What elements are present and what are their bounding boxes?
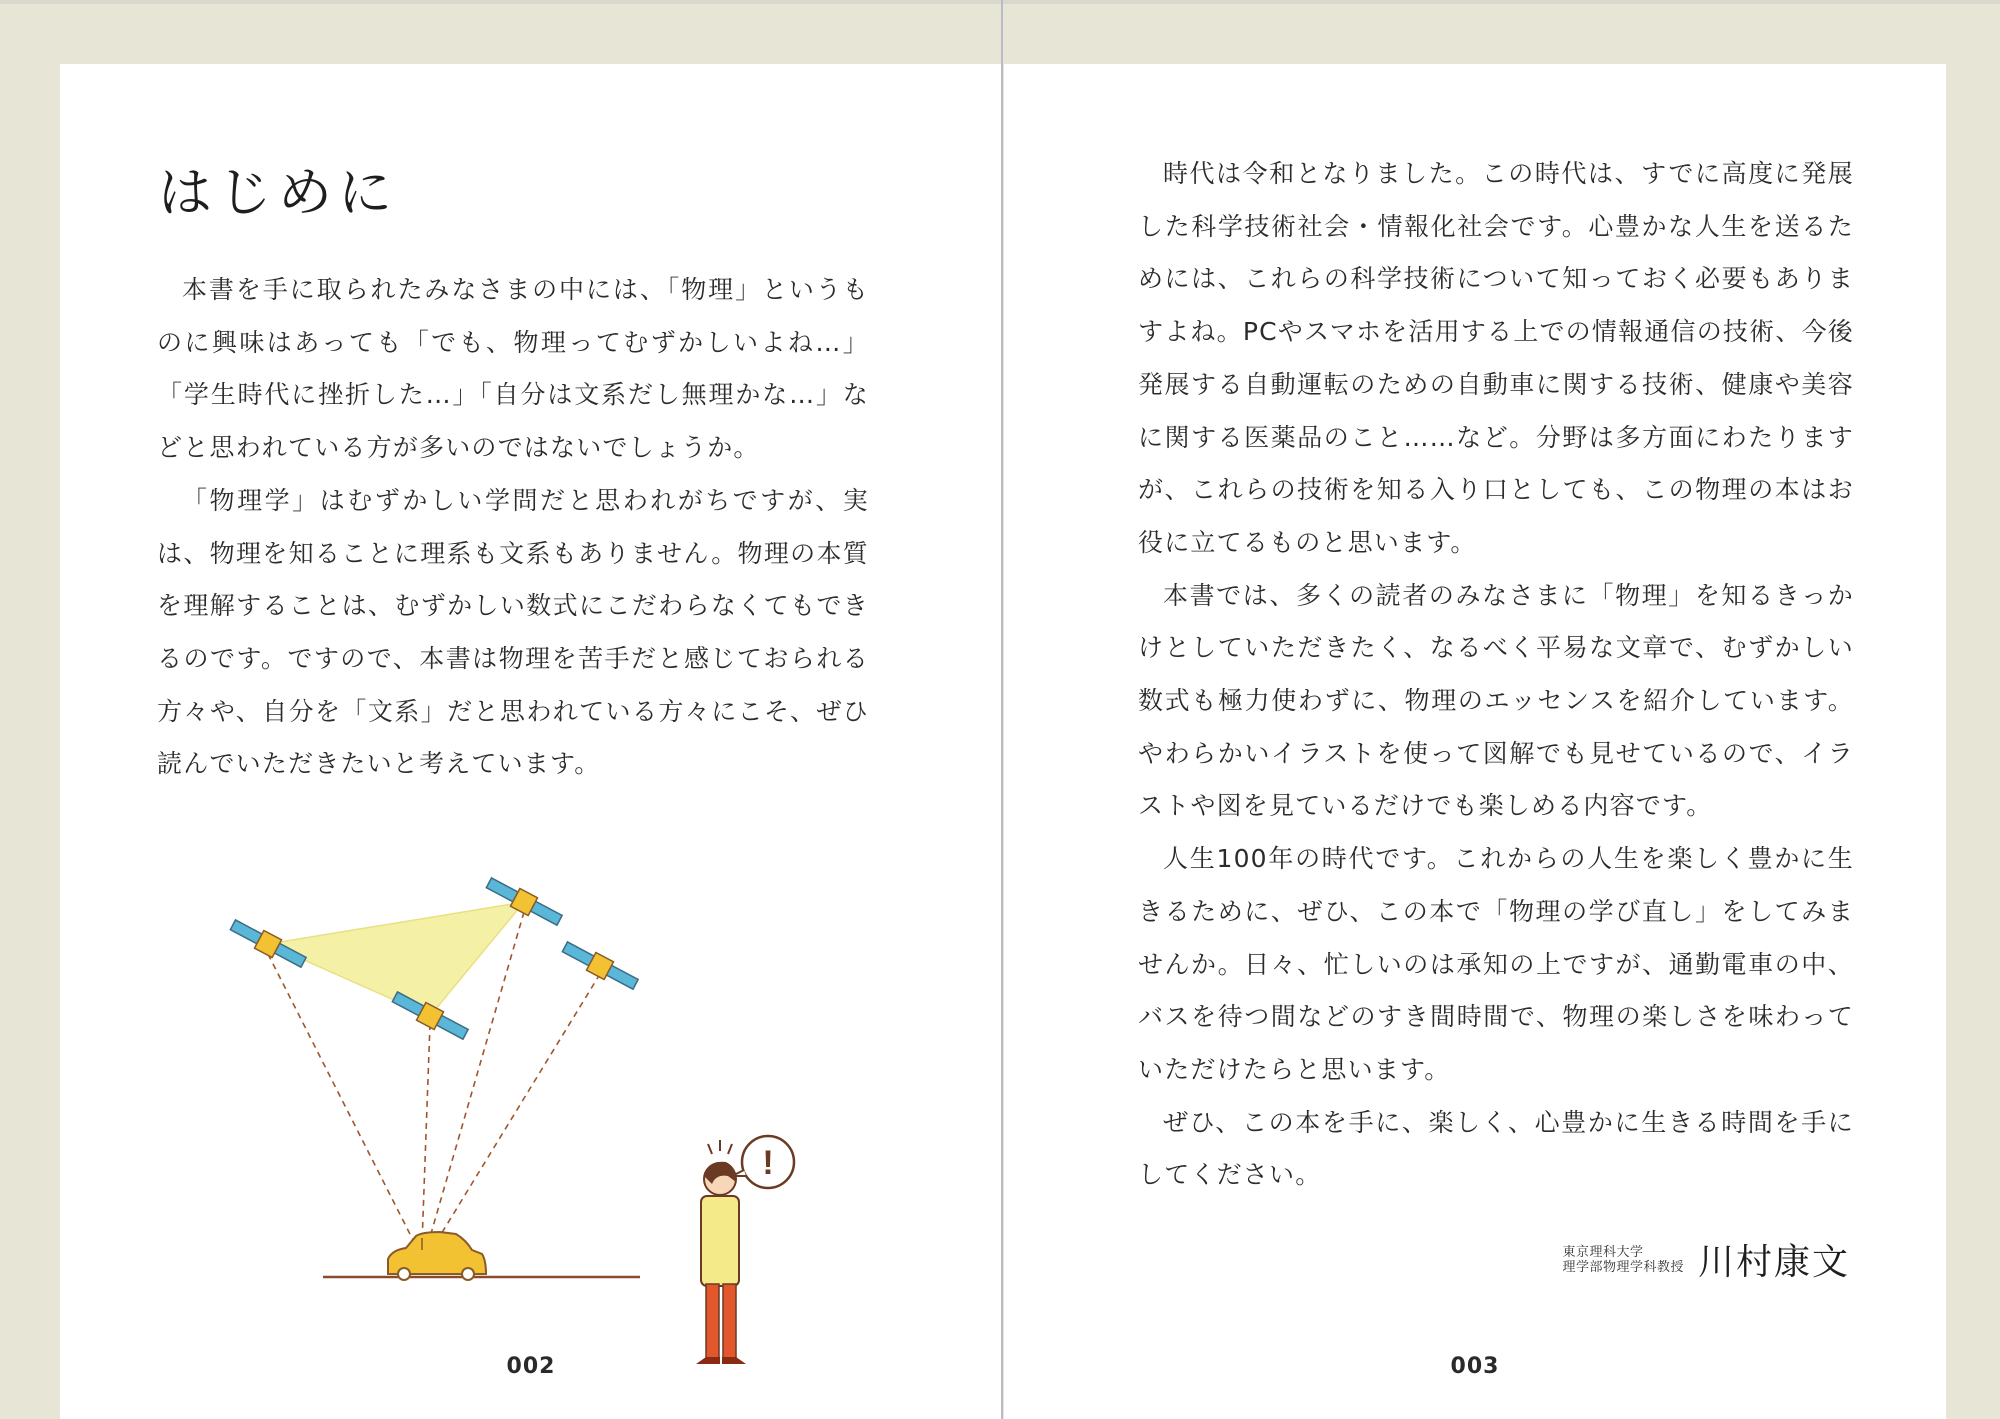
author-affiliation xyxy=(1562,1245,1684,1275)
left-body-text xyxy=(157,264,869,791)
gps-satellite-illustration xyxy=(160,804,860,1384)
page-number-right: 003 xyxy=(1450,1354,1500,1379)
author-name: 川村康文 xyxy=(1697,1242,1850,1283)
car-icon xyxy=(388,1232,486,1280)
left-paragraph-2: 「物理学」はむずかしい学問だと思われがちですが、実は、物理を知ることに理系も文系もありません。物理の本質を理解することは、むずかしい数式にこだわらなくてもできるのです。ですので、本書は物理を苦手だと感じておられる方々や、自分を「文系」だと思われている方々にこそ、ぜひ読んでいただきたいと考えています。 xyxy=(157,485,869,779)
right-paragraph-1: 時代は令和となりました。この時代は、すでに高度に発展した科学技術社会・情報化社会です。心豊かな人生を送るためには、これらの科学技術について知っておく必要もありますよね。PCやスマホを活用する上での情報通信の技術、今後発展する自動運転のための自動車に関する技術、健康や美容に関する医薬品のこと……など。分野は多方面にわたりますが、これらの技術を知る入り口としても、この物理の本はお役に立てるものと思います。 xyxy=(1138,159,1854,557)
right-paragraph-2: 本書では、多くの読者のみなさまに「物理」を知るきっかけとしていただきたく、なるべく平易な文章で、むずかしい数式も極力使わずに、物理のエッセンスを紹介しています。やわらかいイラストを使って図解でも見せているので、イラストや図を見ているだけでも楽しめる内容です。 xyxy=(1138,580,1854,821)
book-gutter xyxy=(1001,0,1003,1419)
page-number-left: 002 xyxy=(506,1354,556,1379)
satellite-icon xyxy=(560,938,640,993)
affiliation-line-2: 理学部物理学科教授 xyxy=(1562,1259,1684,1275)
right-paragraph-4: ぜひ、この本を手に、楽しく、心豊かに生きる時間を手にしてください。 xyxy=(1138,1107,1854,1190)
exclamation-bubble-icon xyxy=(732,1136,794,1188)
right-page xyxy=(1004,64,1946,1419)
right-body-text xyxy=(1138,148,1854,1202)
affiliation-line-1: 東京理科大学 xyxy=(1562,1244,1644,1260)
right-paragraph-3: 人生100年の時代です。これからの人生を楽しく豊かに生きるために、ぜひ、この本で「物理の学び直し」をしてみませんか。日々、忙しいのは承知の上ですが、通勤電車の中、バスを待つ間などのすき間時間で、物理の楽しさを味わっていただけたらと思います。 xyxy=(1138,844,1854,1084)
top-band xyxy=(0,0,2000,4)
left-page xyxy=(60,64,1002,1419)
left-paragraph-1: 本書を手に取られたみなさまの中には、「物理」というものに興味はあっても「でも、物理ってむずかしいよね…」「学生時代に挫折した…」「自分は文系だし無理かな…」などと思われている方が多いのではないでしょうか。 xyxy=(157,275,869,463)
author-signature xyxy=(1562,1234,1850,1285)
page-heading: はじめに xyxy=(158,161,398,224)
exclamation-mark: ! xyxy=(762,1144,774,1182)
